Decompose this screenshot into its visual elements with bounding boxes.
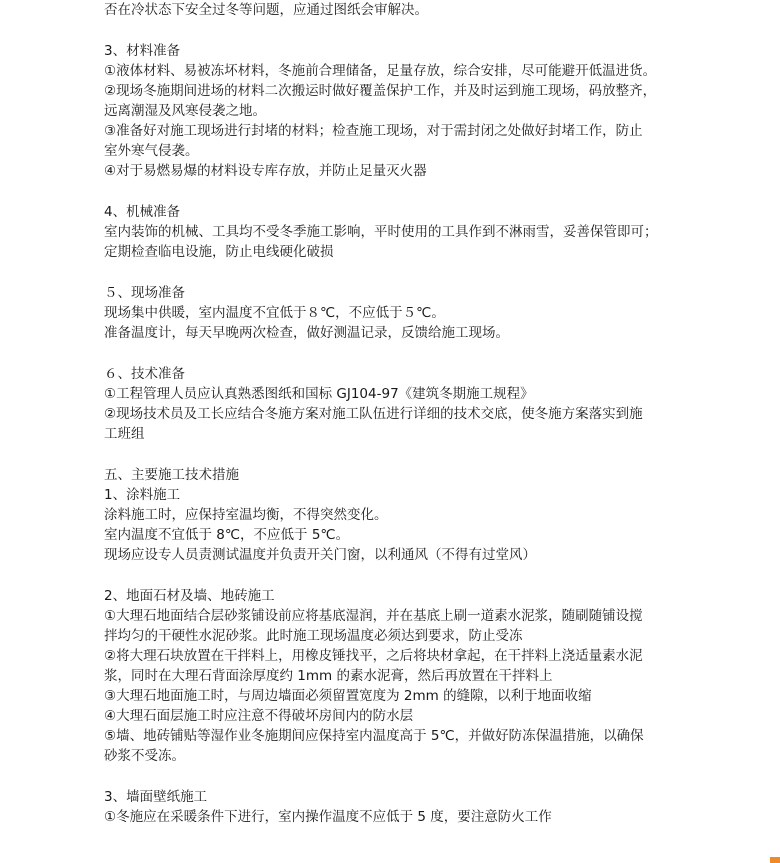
text-line: ④对于易燃易爆的材料设专库存放，并防止足量灭火器 xyxy=(104,163,427,179)
text-line: 现场集中供暖，室内温度不宜低于８℃，不应低于５℃。 xyxy=(104,305,445,321)
text-line: ①冬施应在采暖条件下进行，室内操作温度不应低于 5 度，要注意防火工作 xyxy=(104,809,552,825)
paragraph-gap xyxy=(104,262,664,283)
text-line: 否在冷状态下安全过冬等问题，应通过图纸会审解决。 xyxy=(104,2,428,18)
text-line: ②现场技术员及工长应结合冬施方案对施工队伍进行详细的技术交底，使冬施方案落实到施 xyxy=(104,406,643,422)
text-line: ②现场冬施期间进场的材料二次搬运时做好覆盖保护工作，并及时运到施工现场，码放整齐， xyxy=(104,83,657,99)
document-body xyxy=(104,0,664,827)
section-heading: 3、材料准备 xyxy=(104,43,181,59)
text-line: ⑤墙、地砖铺贴等湿作业冬施期间应保持室内温度高于 5℃，并做好防冻保温措施，以确保 xyxy=(104,728,644,744)
text-line: 涂料施工时，应保持室温均衡，不得突然变化。 xyxy=(104,507,388,523)
paragraph-gap xyxy=(104,181,664,202)
text-line: 室内装饰的机械、工具均不受冬季施工影响，平时使用的工具作到不淋雨雪，妥善保管即可； xyxy=(104,224,658,240)
text-line: ④大理石面层施工时应注意不得破坏房间内的防水层 xyxy=(104,708,414,724)
text-line: 浆，同时在大理石背面涂厚度约 1mm 的素水泥膏，然后再放置在干拌料上 xyxy=(104,668,553,684)
paragraph-gap xyxy=(104,20,664,41)
section-heading: 2、地面石材及墙、地砖施工 xyxy=(104,588,275,604)
paragraph-gap xyxy=(104,565,664,586)
text-line: ①液体材料、易被冻坏材料，冬施前合理储备，足量存放，综合安排，尽可能避开低温进货。 xyxy=(104,63,657,79)
text-line: 定期检查临电设施，防止电线硬化破损 xyxy=(104,244,334,260)
text-line: 砂浆不受冻。 xyxy=(104,748,185,764)
section-heading: ５、现场准备 xyxy=(104,285,185,301)
text-line: ①大理石地面结合层砂浆铺设前应将基底湿润，并在基底上刷一道素水泥浆，随刷随铺设搅 xyxy=(104,608,643,624)
corner-marker xyxy=(770,857,780,863)
text-line: 室外寒气侵袭。 xyxy=(104,143,199,159)
text-line: 工班组 xyxy=(104,426,145,442)
text-line: ②将大理石块放置在干拌料上，用橡皮锤找平，之后将块材拿起，在干拌料上浇适量素水泥 xyxy=(104,648,643,664)
paragraph-gap xyxy=(104,766,664,787)
section-heading: ６、技术准备 xyxy=(104,366,185,382)
section-heading: 4、机械准备 xyxy=(104,204,181,220)
text-line: ①工程管理人员应认真熟悉图纸和国标 GJ104-97《建筑冬期施工规程》 xyxy=(104,386,534,402)
section-heading: 五、主要施工技术措施 xyxy=(104,467,239,483)
text-line: 远离潮湿及风寒侵袭之地。 xyxy=(104,103,266,119)
text-line: 现场应设专人员责测试温度并负责开关门窗，以利通风（不得有过堂风） xyxy=(104,547,536,563)
section-heading: 3、墙面壁纸施工 xyxy=(104,789,208,805)
paragraph-gap xyxy=(104,444,664,465)
paragraph-gap xyxy=(104,343,664,364)
text-line: 准备温度计，每天早晚两次检查，做好测温记录，反馈给施工现场。 xyxy=(104,325,509,341)
text-line: 拌均匀的干硬性水泥砂浆。此时施工现场温度必须达到要求，防止受冻 xyxy=(104,628,523,644)
text-line: ③大理石地面施工时，与周边墙面必须留置宽度为 2mm 的缝隙，以利于地面收缩 xyxy=(104,688,592,704)
section-heading: 1、涂料施工 xyxy=(104,487,181,503)
text-line: 室内温度不宜低于 8℃，不应低于 5℃。 xyxy=(104,527,350,543)
text-line: ③准备好对施工现场进行封堵的材料；检查施工现场，对于需封闭之处做好封堵工作，防止 xyxy=(104,123,643,139)
